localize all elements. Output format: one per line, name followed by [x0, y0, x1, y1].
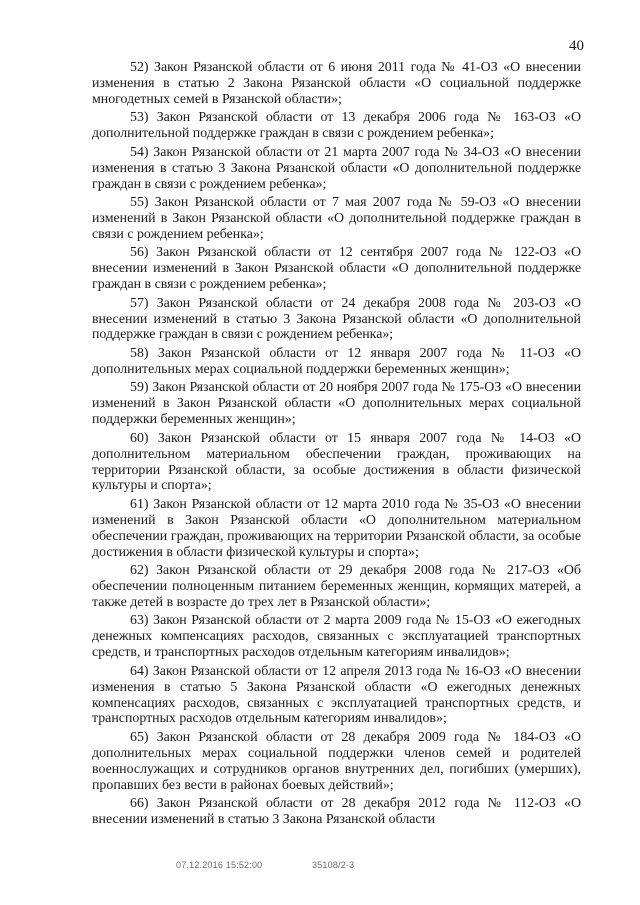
list-item: 65) Закон Рязанской области от 28 декабря 2009 года № 184-ОЗ «О дополнительных мерах социальной поддержки членов семей и родителей военнослужащих и сотрудников органов внутренних дел, погибших (умерших), пропавших без вести в районах боевых действий»;	[92, 729, 581, 793]
list-item: 52) Закон Рязанской области от 6 июня 2011 года № 41-ОЗ «О внесении изменения в статью 2 Закона Рязанской области «О социальной поддержке многодетных семей в Рязанской области»;	[92, 60, 581, 107]
list-item: 58) Закон Рязанской области от 12 января 2007 года № 11-ОЗ «О дополнительных мерах социальной поддержки беременных женщин»;	[92, 345, 581, 377]
list-item: 54) Закон Рязанской области от 21 марта 2007 года № 34-ОЗ «О внесении изменения в статью 3 Закона Рязанской области «О дополнительной поддержке граждан в связи с рождением ребенка»;	[92, 144, 581, 192]
footer-timestamp: 07.12.2016 15:52:00	[176, 860, 263, 870]
footer-document-number: 35108/2-3	[312, 860, 355, 870]
list-item: 53) Закон Рязанской области от 13 декабря 2006 года № 163-ОЗ «О дополнительной поддержке граждан в связи с рождением ребенка»;	[92, 110, 581, 142]
list-item: 57) Закон Рязанской области от 24 декабря 2008 года № 203-ОЗ «О внесении изменений в статью 3 Закона Рязанской области «О дополнительной поддержке граждан в связи с рождением ребенка»;	[92, 295, 581, 343]
list-item: 61) Закон Рязанской области от 12 марта 2010 года № 35-ОЗ «О внесении изменений в Закон Рязанской области «О дополнительном материальном обеспечении граждан, проживающих на территории Рязанской области, за особые достижения в области физической культуры и спорта»;	[92, 496, 581, 560]
list-item: 66) Закон Рязанской области от 28 декабря 2012 года № 112-ОЗ «О внесении изменений в статью 3 Закона Рязанской области	[92, 796, 581, 828]
list-item: 56) Закон Рязанской области от 12 сентября 2007 года № 122-ОЗ «О внесении изменений в Закон Рязанской области «О дополнительной поддержке граждан в связи с рождением ребенка»;	[92, 245, 581, 293]
list-item: 64) Закон Рязанской области от 12 апреля 2013 года № 16-ОЗ «О внесении изменения в статью 5 Закона Рязанской области «О ежегодных денежных компенсациях расходов, связанных с эксплуатацией транспортных средств, и транспортных расходов отдельным категориям инвалидов»;	[92, 663, 581, 727]
law-list	[92, 60, 581, 831]
list-item: 59) Закон Рязанской области от 20 ноября 2007 года № 175-ОЗ «О внесении изменений в Закон Рязанской области «О дополнительных мерах социальной поддержки беременных женщин»;	[92, 380, 581, 428]
page-number: 40	[569, 38, 584, 54]
list-item: 60) Закон Рязанской области от 15 января 2007 года № 14-ОЗ «О дополнительном материальном обеспечении граждан, проживающих на территории Рязанской области, за особые достижения в области физической культуры и спорта»;	[92, 430, 581, 494]
list-item: 62) Закон Рязанской области от 29 декабря 2008 года № 217-ОЗ «Об обеспечении полноценным питанием беременных женщин, кормящих матерей, а также детей в возрасте до трех лет в Рязанской области»;	[92, 563, 581, 610]
list-item: 55) Закон Рязанской области от 7 мая 2007 года № 59-ОЗ «О внесении изменений в Закон Рязанской области «О дополнительной поддержке граждан в связи с рождением ребенка»;	[92, 195, 581, 242]
list-item: 63) Закон Рязанской области от 2 марта 2009 года № 15-ОЗ «О ежегодных денежных компенсациях расходов, связанных с эксплуатацией транспортных средств, и транспортных расходов отдельным категориям инвалидов»;	[92, 613, 581, 661]
